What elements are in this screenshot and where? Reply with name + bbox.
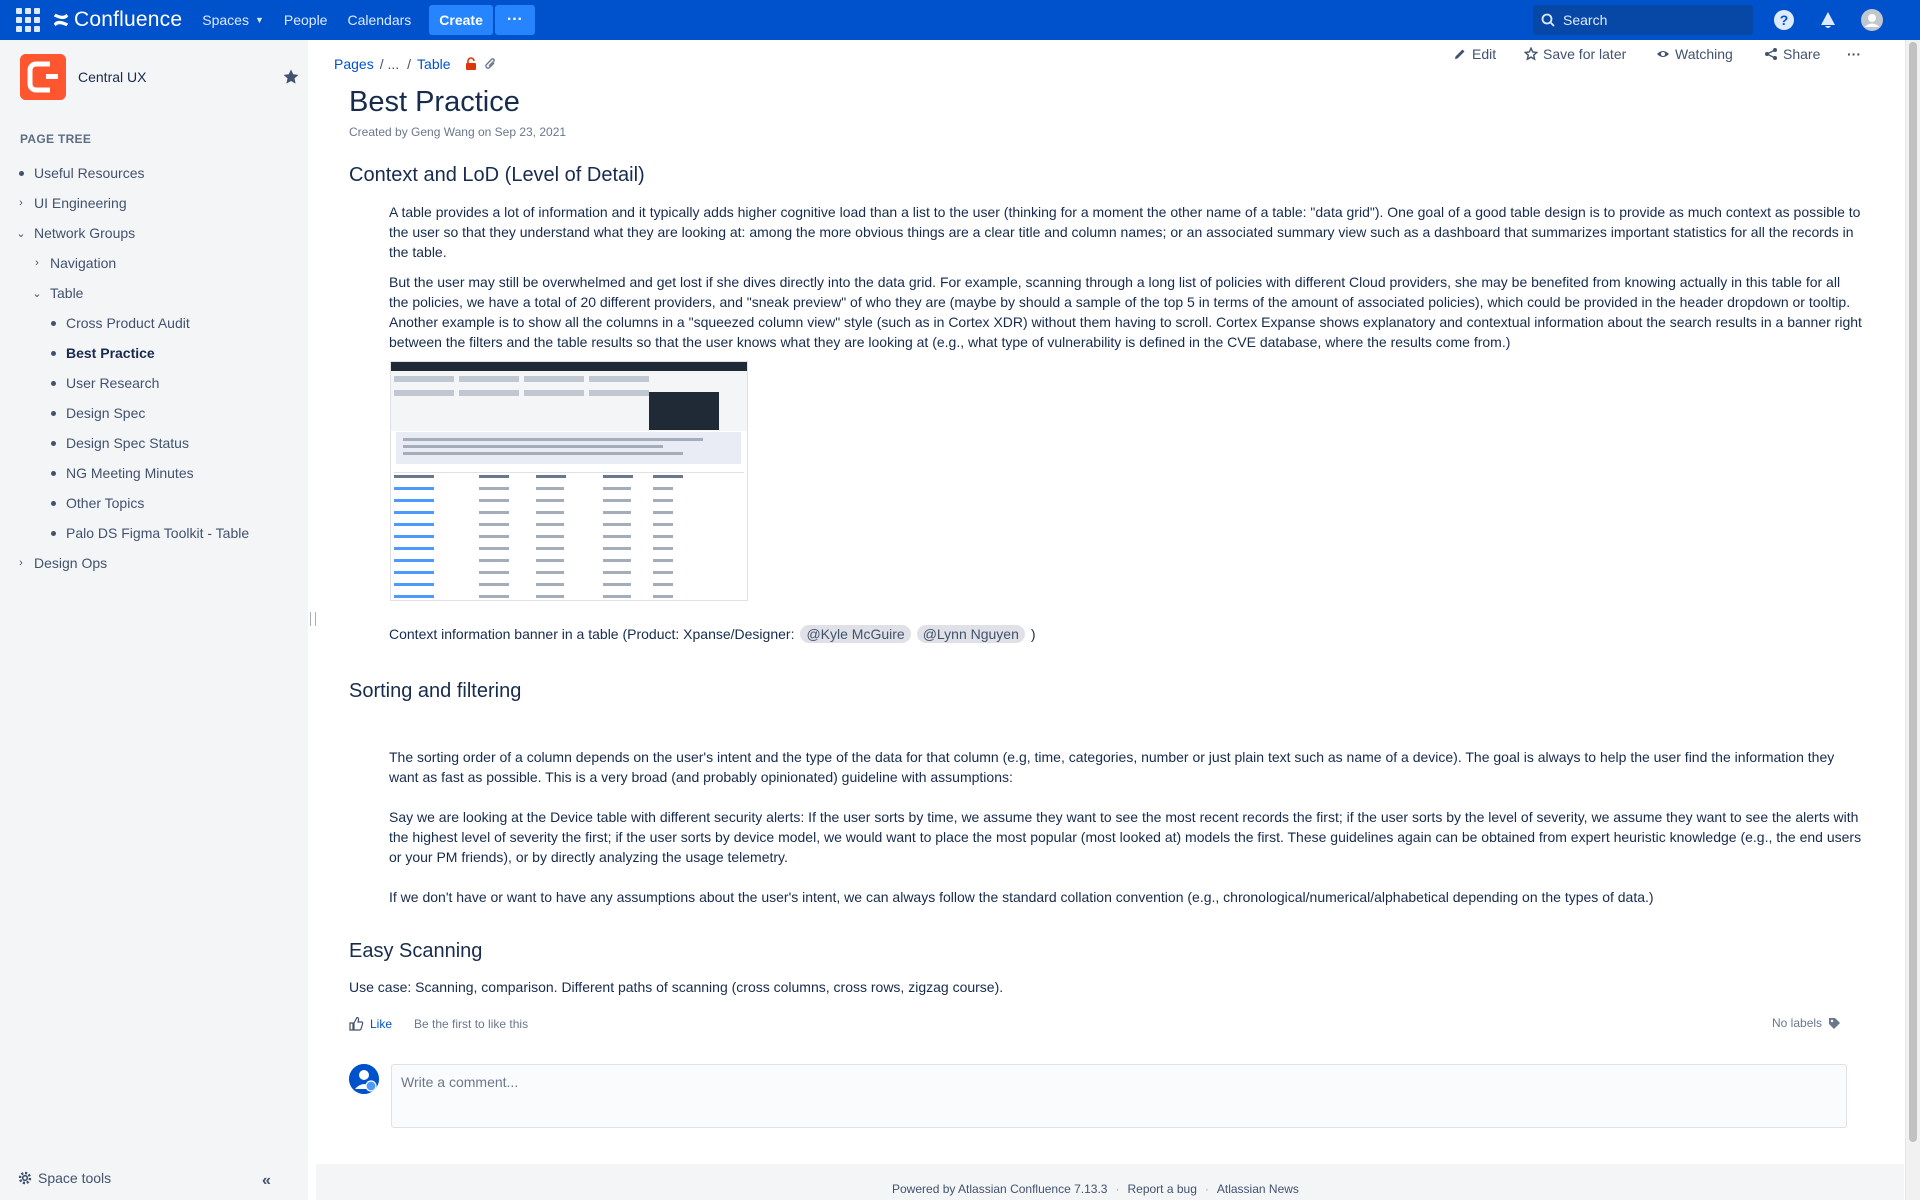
app-switcher-icon[interactable] (14, 6, 42, 34)
tree-item-design-spec-status[interactable] (0, 428, 308, 458)
page-title: Best Practice (349, 86, 520, 118)
tree-item-label: Network Groups (34, 225, 136, 241)
caption-text: Context information banner in a table (Product: Xpanse/Designer: (389, 626, 795, 642)
tree-item-best-practice[interactable] (0, 338, 308, 368)
create-button[interactable]: Create (429, 5, 493, 35)
tree-item-useful-resources[interactable] (0, 158, 308, 188)
paragraph-sorting-3: If we don't have or want to have any assumptions about the user's intent, we can always follow the standard collation convention (e.g., chronological/numerical/alphabetical depending on the types of data.) (389, 889, 1654, 905)
chevron-right-icon[interactable]: › (35, 257, 39, 269)
chevron-right-icon[interactable]: › (19, 557, 23, 569)
tree-item-navigation[interactable] (0, 248, 308, 278)
share-button[interactable] (1764, 46, 1820, 62)
section-heading-sorting: Sorting and filtering (349, 680, 522, 702)
page-byline: Created by Geng Wang on Sep 23, 2021 (349, 125, 567, 139)
screenshot-caption (389, 625, 1036, 643)
svg-text:?: ? (1779, 12, 1789, 28)
like-row (349, 1016, 528, 1031)
thumbs-up-icon (349, 1016, 364, 1031)
space-tools-label: Space tools (38, 1170, 112, 1186)
tree-item-label: Table (50, 285, 84, 301)
context-banner-screenshot[interactable] (390, 361, 748, 601)
watching-button[interactable] (1656, 46, 1733, 62)
people-link[interactable]: People (283, 12, 328, 28)
tree-item-label: Cross Product Audit (66, 315, 190, 331)
powered-by-link[interactable]: Powered by Atlassian Confluence 7.13.3 (892, 1182, 1108, 1196)
sidebar-resize-handle[interactable] (310, 612, 316, 626)
footer-dot: · (1204, 1182, 1209, 1196)
tree-item-design-ops[interactable] (0, 548, 308, 578)
edit-label: Edit (1472, 46, 1497, 62)
paragraph-scanning-1: Use case: Scanning, comparison. Different paths of scanning (cross columns, cross rows, zigzag course). (349, 979, 1004, 995)
comment-placeholder: Write a comment... (401, 1074, 519, 1090)
tag-icon (1828, 1017, 1841, 1030)
section-heading-scanning: Easy Scanning (349, 940, 483, 962)
footer-dot: · (1115, 1182, 1120, 1196)
save-for-later-label: Save for later (1543, 46, 1627, 62)
logo-text: Confluence (74, 8, 183, 31)
confluence-logo-icon (52, 11, 70, 29)
tree-item-network-groups[interactable] (0, 218, 308, 248)
spaces-menu[interactable] (202, 12, 264, 28)
tree-item-label: Navigation (50, 255, 117, 271)
like-label: Like (370, 1016, 393, 1031)
atlassian-news-link[interactable]: Atlassian News (1216, 1182, 1299, 1196)
tree-item-label: Useful Resources (34, 165, 145, 181)
restrictions-lock-icon[interactable] (465, 57, 477, 71)
paragraph-sorting-2: Say we are looking at the Device table with different security alerts: If the user sorts by time, we assume they want to see the most recent records the first; if the user sorts by the level of severity, we assume they want to see the alerts with the highest level of severity the first; if the user sorts by device model, we would want to place the most popular (most looked at) models the first. These guidelines again can be obtained from expert heuristic knowledge (e.g., the end users or your PM friends), or by directly analyzing the usage telemetry. (389, 809, 1862, 865)
share-icon (1764, 47, 1778, 61)
tree-item-label: Design Spec Status (66, 435, 189, 451)
paragraph-context-1: A table provides a lot of information and it typically adds higher cognitive load than a list to the user (thinking for a moment the other name of a table: "data grid"). One goal of a good table design is to provide as much context as possible to the user so that they understand what they are looking at: among the more obvious things are a clear title and column names; or an associated summary view such as a dashboard that summarizes important statistics for all the records in the table. (389, 204, 1861, 260)
commenter-avatar-icon (349, 1064, 379, 1094)
eye-icon (1656, 47, 1670, 61)
attachment-icon[interactable] (485, 57, 497, 71)
tree-item-label: NG Meeting Minutes (66, 465, 194, 481)
tree-item-label: UI Engineering (34, 195, 127, 211)
collapse-sidebar-icon[interactable]: « (262, 1172, 271, 1189)
scrollbar-thumb[interactable] (1909, 42, 1917, 1142)
caption-end: ) (1030, 626, 1036, 642)
table-screenshot-image (391, 362, 748, 601)
search-input[interactable] (1533, 5, 1753, 35)
tree-item-label: Best Practice (66, 345, 155, 361)
spaces-label: Spaces (202, 12, 249, 28)
breadcrumb-ellipsis[interactable]: / ... (379, 56, 400, 72)
star-icon[interactable] (282, 68, 300, 86)
create-more-button[interactable]: ··· (495, 5, 535, 35)
space-name: Central UX (78, 69, 147, 85)
tree-item-ui-engineering[interactable] (0, 188, 308, 218)
tree-item-table[interactable] (0, 278, 308, 308)
tree-item-user-research[interactable] (0, 368, 308, 398)
breadcrumb-pages[interactable]: Pages (334, 56, 374, 72)
gear-icon (18, 1171, 32, 1185)
search-placeholder: Search (1563, 12, 1608, 28)
chevron-down-icon: ▼ (254, 15, 264, 25)
chevron-down-icon[interactable]: ⌄ (16, 227, 26, 240)
space-tools-button[interactable] (18, 1170, 111, 1186)
breadcrumb (334, 56, 497, 72)
report-bug-link[interactable]: Report a bug (1127, 1182, 1197, 1196)
tree-item-other-topics[interactable] (0, 488, 308, 518)
page-scrollbar[interactable] (1905, 40, 1920, 1200)
more-actions-button[interactable]: ··· (1847, 46, 1861, 62)
pencil-icon (1453, 47, 1467, 61)
paragraph-context-2: But the user may still be overwhelmed and get lost if she dives directly into the data grid. For example, scanning through a long list of policies with different Cloud providers, she may be benefited from knowing actually in this table for all the policies, we have a total of 20 different providers, and "sneak preview" of who they are (maybe by should a sample of the top 5 in terms of the amount of associated policies), which could be provided in the header dropdown or tooltip. Another example is to show all the columns in a "squeezed column view" style (such as in Cortex XDR) without them having to scroll. Cortex Expanse shows explanatory and contextual information about the search results in a banner right between the filters and the table results so that the user knows what they are looking at (e.g., what type of vulnerability is defined in the CVE database, where the results come from.) (389, 274, 1862, 350)
star-outline-icon (1524, 47, 1538, 61)
comment-input[interactable] (391, 1064, 1847, 1128)
space-header[interactable] (20, 54, 146, 100)
user-avatar-icon[interactable] (1861, 9, 1883, 31)
tree-item-label: User Research (66, 375, 160, 391)
tree-item-palo-ds-figma-toolkit[interactable] (0, 518, 308, 548)
tree-item-ng-meeting-minutes[interactable] (0, 458, 308, 488)
chevron-right-icon[interactable]: › (19, 197, 23, 209)
user-mention-lynn[interactable]: @Lynn Nguyen (917, 625, 1025, 643)
page-tree-title: PAGE TREE (20, 132, 92, 146)
tree-item-cross-product-audit[interactable] (0, 308, 308, 338)
save-for-later-button[interactable] (1524, 46, 1626, 62)
labels-text: No labels (1772, 1016, 1823, 1030)
labels-link[interactable] (1772, 1016, 1841, 1030)
tree-item-label: Design Spec (66, 405, 146, 421)
notifications-icon[interactable] (1817, 9, 1839, 31)
edit-button[interactable] (1453, 46, 1496, 62)
section-heading-context: Context and LoD (Level of Detail) (349, 164, 645, 186)
chevron-down-icon[interactable]: ⌄ (32, 287, 42, 300)
tree-item-label: Palo DS Figma Toolkit - Table (66, 525, 250, 541)
footer-links (892, 1182, 1299, 1196)
like-note: Be the first to like this (414, 1016, 529, 1031)
tree-item-design-spec[interactable] (0, 398, 308, 428)
space-avatar (20, 54, 66, 100)
page-tree (0, 158, 308, 578)
help-icon[interactable] (1773, 9, 1795, 31)
paragraph-sorting-1: The sorting order of a column depends on the user's intent and the type of the data for that column (e.g, time, categories, number or just plain text such as name of a device). The goal is always to help the user find the information they want as fast as possible. This is a very broad (and probably opinionated) guideline with assumptions: (389, 749, 1835, 785)
search-icon (1541, 13, 1555, 27)
like-button[interactable] (349, 1016, 392, 1031)
breadcrumb-separator: / (407, 56, 412, 72)
user-mention-kyle[interactable]: @Kyle McGuire (800, 625, 910, 643)
tree-item-label: Design Ops (34, 555, 108, 571)
sidebar (0, 40, 308, 1200)
breadcrumb-table[interactable]: Table (417, 56, 451, 72)
share-label: Share (1783, 46, 1821, 62)
top-navigation (0, 0, 1920, 40)
tree-item-label: Other Topics (66, 495, 145, 511)
space-logo-icon (20, 54, 66, 100)
calendars-link[interactable]: Calendars (347, 12, 412, 28)
confluence-logo[interactable] (52, 8, 182, 32)
watching-label: Watching (1675, 46, 1733, 62)
